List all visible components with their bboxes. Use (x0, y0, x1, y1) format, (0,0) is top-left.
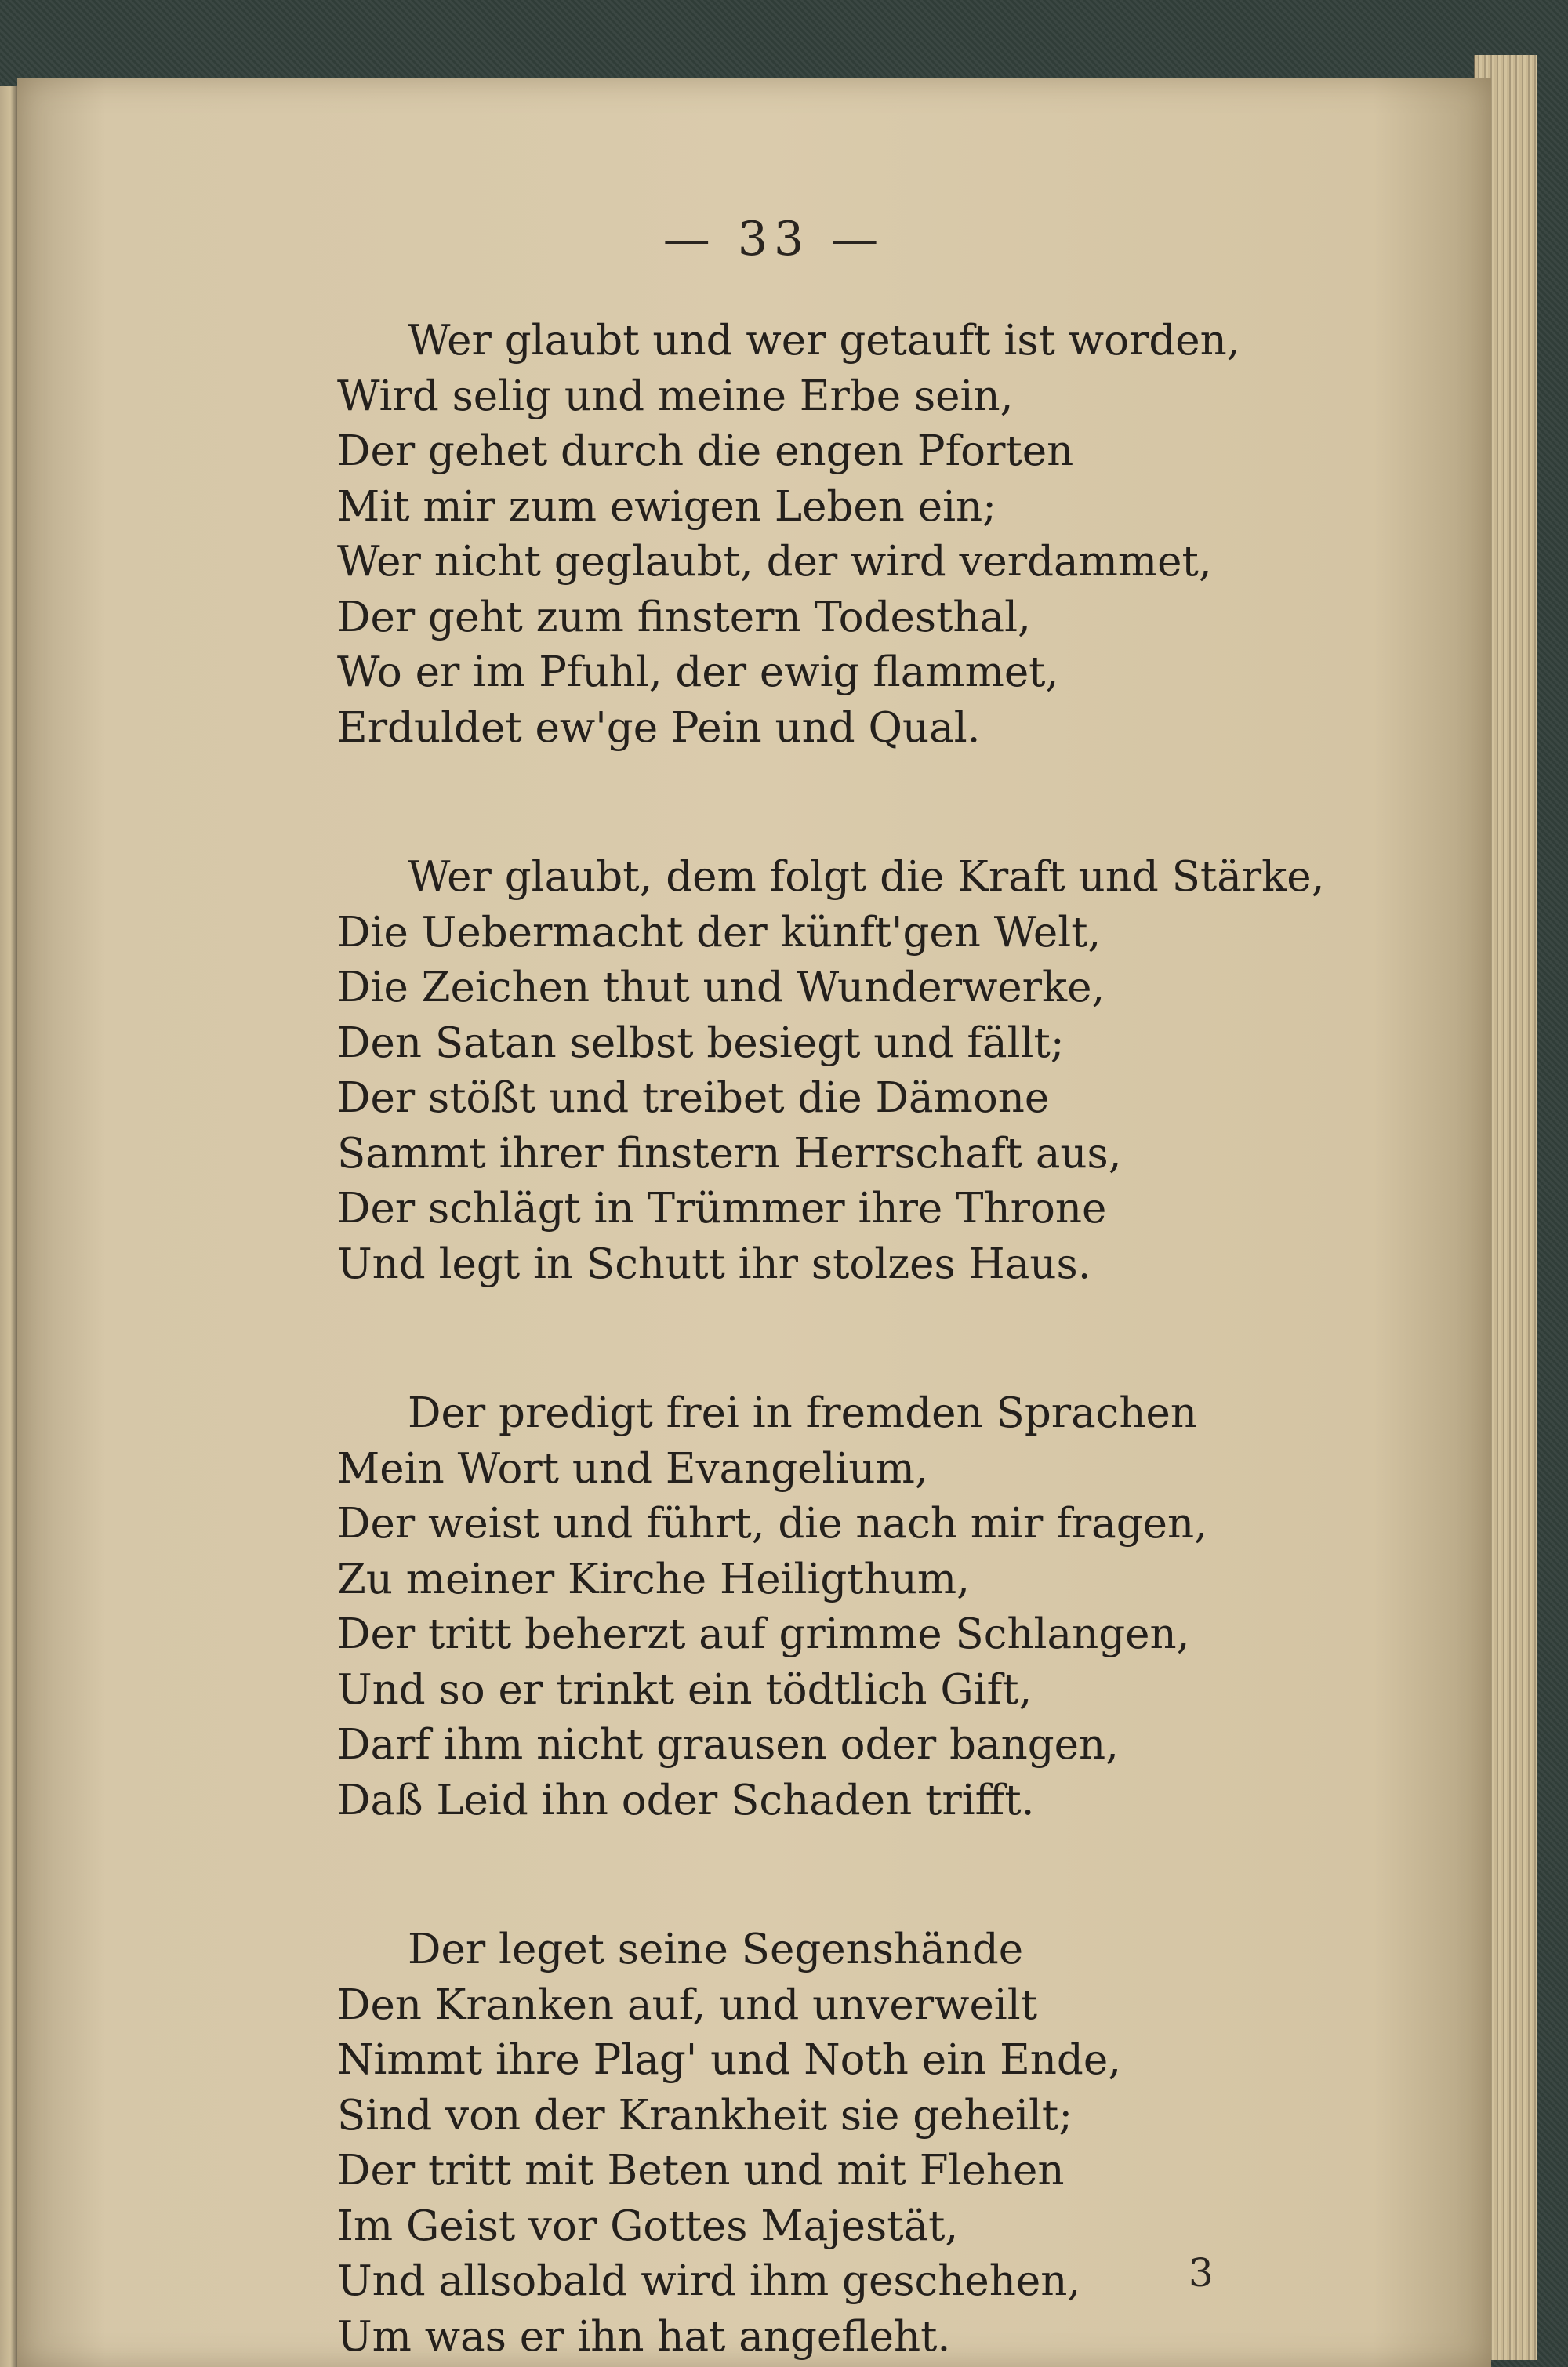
poem-line: Und allsobald wird ihm geschehen, (337, 2257, 1081, 2305)
poem-line: Darf ihm nicht grausen oder bangen, (337, 1721, 1119, 1769)
poem-line: Erduldet ew'ge Pein und Qual. (337, 703, 981, 752)
poem-line: Sind von der Krankheit sie geheilt; (337, 2091, 1073, 2140)
poem-line: Sammt ihrer finstern Herrschaft aus, (337, 1129, 1122, 1178)
poem-line: Mein Wort und Evangelium, (337, 1444, 928, 1493)
page-number: — 33 — (662, 212, 885, 267)
poem-line: Und legt in Schutt ihr stolzes Haus. (337, 1240, 1091, 1288)
signature-mark: 3 (1189, 2250, 1214, 2296)
poem-line: Der leget seine Segenshände (408, 1926, 1024, 1973)
stanza-4 (337, 1922, 1513, 2365)
poem-line: Daß Leid ihn oder Schaden trifft. (337, 1776, 1035, 1824)
poem-line: Der weist und führt, die nach mir fragen, (337, 1500, 1208, 1548)
poem (337, 314, 1513, 2365)
poem-line: Nimmt ihre Plag' und Noth ein Ende, (337, 2036, 1122, 2084)
left-page-edge (0, 86, 17, 2367)
poem-line: Die Zeichen thut und Wunderwerke, (337, 964, 1105, 1011)
stanza-1 (337, 314, 1513, 756)
poem-line: Wer nicht geglaubt, der wird verdammet, (337, 538, 1212, 586)
stanza-3 (337, 1386, 1513, 1828)
poem-line: Der predigt frei in fremden Sprachen (408, 1389, 1197, 1437)
poem-line: Wo er im Pfuhl, der ewig flammet, (337, 648, 1059, 696)
poem-line: Den Satan selbst besiegt und fällt; (337, 1018, 1065, 1067)
poem-line: Den Kranken auf, und unverweilt (337, 1980, 1038, 2029)
poem-line: Der tritt mit Beten und mit Flehen (337, 2147, 1065, 2195)
poem-line: Zu meiner Kirche Heiligthum, (337, 1555, 971, 1603)
poem-line: Der tritt beherzt auf grimme Schlangen, (337, 1610, 1190, 1658)
poem-line: Die Uebermacht der künft'gen Welt, (337, 908, 1102, 957)
poem-line: Um was er ihn hat angefleht. (337, 2312, 951, 2361)
poem-line: Wer glaubt, dem folgt die Kraft und Stärke, (408, 853, 1325, 901)
poem-line: Der stößt und treibet die Dämone (337, 1074, 1050, 1122)
poem-line: Im Geist vor Gottes Majestät, (337, 2202, 959, 2250)
book-page (17, 78, 1491, 2367)
poem-line: Der geht zum finstern Todesthal, (337, 593, 1031, 641)
poem-line: Der gehet durch die engen Pforten (337, 427, 1074, 475)
poem-line: Mit mir zum ewigen Leben ein; (337, 482, 997, 531)
poem-line: Wer glaubt und wer getauft ist worden, (408, 317, 1240, 365)
poem-line: Und so er trinkt ein tödtlich Gift, (337, 1665, 1033, 1714)
poem-line: Wird selig und meine Erbe sein, (337, 372, 1014, 420)
poem-line: Der schlägt in Trümmer ihre Throne (337, 1185, 1107, 1233)
stanza-2 (337, 850, 1513, 1292)
